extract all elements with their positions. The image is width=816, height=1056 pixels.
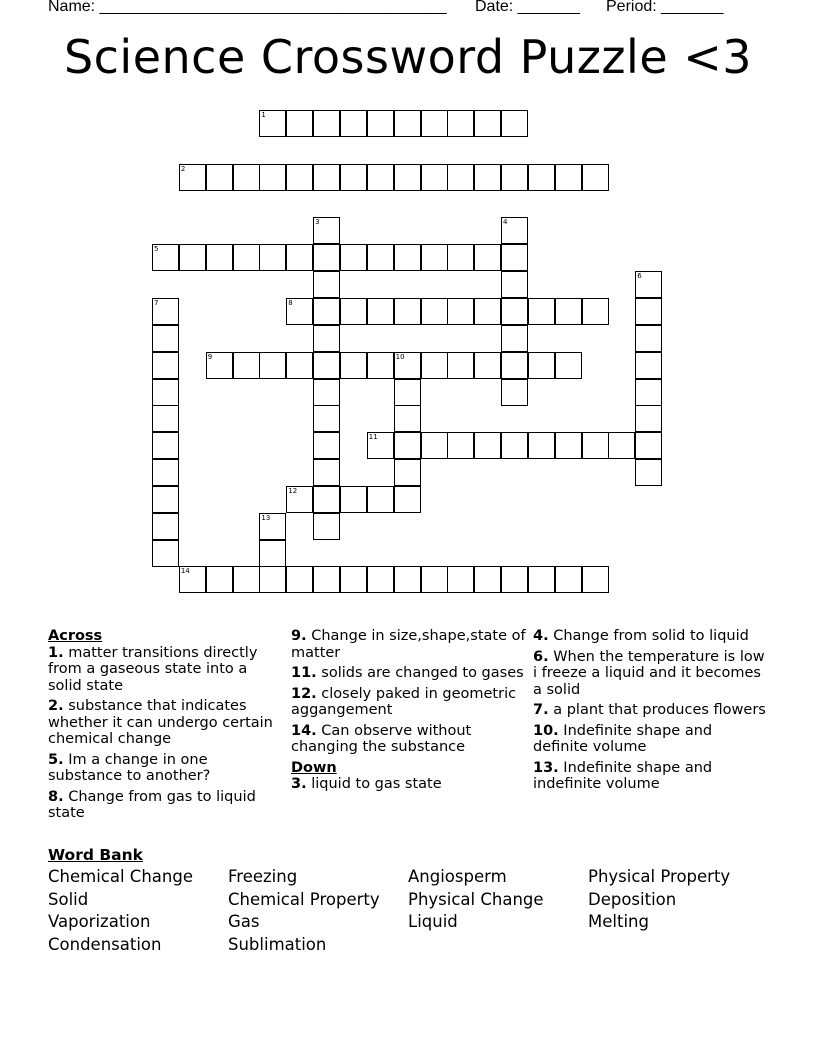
crossword-cell[interactable] [447, 110, 474, 137]
crossword-cell[interactable] [313, 298, 340, 325]
crossword-cell[interactable] [555, 432, 582, 459]
crossword-cell[interactable] [501, 271, 528, 298]
crossword-cell[interactable] [474, 244, 501, 271]
crossword-cell[interactable] [313, 379, 340, 406]
clue-number-label: 8. [48, 788, 64, 805]
crossword-cell[interactable] [528, 298, 555, 325]
crossword-cell[interactable] [206, 566, 233, 593]
clue-number-label: 11. [291, 665, 317, 681]
crossword-cell[interactable] [233, 352, 260, 379]
crossword-cell[interactable] [582, 432, 609, 459]
word-bank-item: Sublimation [228, 935, 327, 954]
clue-text: a plant that produces flowers [553, 702, 766, 718]
crossword-cell[interactable] [635, 405, 662, 432]
clue-number-label: 13. [533, 759, 559, 776]
word-bank-item: Condensation [48, 935, 162, 954]
crossword-cell[interactable] [313, 352, 340, 379]
clue-number-label: 2. [48, 698, 64, 714]
across-clue [291, 723, 526, 756]
crossword-cell[interactable] [259, 540, 286, 567]
word-bank-item: Gas [228, 912, 260, 931]
clue-number: 7 [154, 298, 159, 307]
crossword-cell[interactable] [635, 432, 662, 459]
clue-number-label: 5. [48, 751, 64, 768]
clue-number: 1 [261, 111, 266, 119]
clues-column-1 [48, 628, 283, 826]
name-field[interactable]: Name: _______________________________________ [48, 0, 447, 15]
across-clue [48, 789, 283, 822]
clue-text: solids are changed to gases [321, 665, 524, 681]
date-field[interactable]: Date: _______ [475, 0, 580, 15]
word-bank-item: Physical Change [408, 890, 544, 909]
crossword-cell[interactable] [206, 164, 233, 191]
crossword-cell[interactable] [447, 298, 474, 325]
crossword-cell[interactable] [394, 352, 421, 379]
clue-text: substance that indicates whether it can undergo certain chemical change [48, 698, 273, 747]
down-clue [291, 776, 526, 793]
crossword-cell[interactable] [233, 164, 260, 191]
crossword-cell[interactable] [394, 566, 421, 593]
crossword-cell[interactable] [179, 566, 206, 593]
crossword-cell[interactable] [582, 566, 609, 593]
crossword-cell[interactable] [394, 432, 421, 459]
clue-text: Can observe without changing the substance [291, 722, 472, 755]
crossword-cell[interactable] [313, 244, 340, 271]
period-field[interactable]: Period: _______ [606, 0, 724, 15]
clue-number: 2 [180, 164, 186, 173]
down-clue [533, 702, 768, 719]
across-clue [48, 752, 283, 785]
crossword-cell[interactable] [367, 244, 394, 271]
crossword-cell[interactable] [286, 244, 313, 271]
clue-number: 8 [288, 298, 293, 307]
crossword-cell[interactable] [635, 352, 662, 379]
clue-text: Indefinite shape and indefinite volume [533, 759, 713, 792]
crossword-cell[interactable] [608, 432, 635, 459]
crossword-cell[interactable] [555, 352, 582, 379]
word-bank-item: Chemical Property [228, 890, 380, 909]
word-bank-title: Word Bank [48, 846, 143, 864]
crossword-cell[interactable] [474, 164, 501, 191]
crossword-cell[interactable] [421, 244, 448, 271]
crossword-cell[interactable] [394, 486, 421, 513]
crossword-cell[interactable] [206, 244, 233, 271]
crossword-cell[interactable] [421, 352, 448, 379]
crossword-cell[interactable] [421, 432, 448, 459]
crossword-cell[interactable] [501, 325, 528, 352]
crossword-cell[interactable] [152, 405, 179, 432]
crossword-cell[interactable] [501, 298, 528, 325]
crossword-cell[interactable] [259, 513, 286, 540]
crossword-cell[interactable] [152, 298, 179, 325]
crossword-cell[interactable] [152, 459, 179, 486]
clue-number-label: 1. [48, 644, 64, 661]
crossword-cell[interactable] [340, 298, 367, 325]
clue-number: 4 [503, 218, 508, 227]
crossword-cell[interactable] [635, 459, 662, 486]
crossword-cell[interactable] [447, 566, 474, 593]
crossword-cell[interactable] [313, 164, 340, 191]
crossword-cell[interactable] [152, 540, 179, 567]
crossword-cell[interactable] [313, 486, 340, 513]
crossword-cell[interactable] [501, 164, 528, 191]
crossword-cell[interactable] [635, 325, 662, 352]
crossword-cell[interactable] [501, 566, 528, 593]
clue-number: 14 [180, 567, 190, 576]
across-clue [48, 645, 283, 695]
crossword-cell[interactable] [635, 271, 662, 298]
crossword-cell[interactable] [152, 513, 179, 540]
clue-text: matter transitions directly from a gaseous state into a solid state [48, 644, 258, 694]
crossword-cell[interactable] [528, 566, 555, 593]
clue-number-label: 10. [533, 722, 559, 739]
crossword-cell[interactable] [179, 244, 206, 271]
crossword-cell[interactable] [313, 217, 340, 244]
crossword-cell[interactable] [528, 432, 555, 459]
crossword-cell[interactable] [152, 379, 179, 406]
down-clue [533, 723, 768, 756]
crossword-cell[interactable] [474, 352, 501, 379]
crossword-cell[interactable] [313, 432, 340, 459]
page-title: Science Crossword Puzzle <3 [63, 30, 753, 84]
crossword-cell[interactable] [286, 110, 313, 137]
across-clue [291, 628, 526, 661]
clue-text: Change from gas to liquid state [48, 788, 256, 821]
across-heading: Across [48, 628, 103, 644]
clue-number: 13 [261, 513, 271, 522]
crossword-cell[interactable] [447, 432, 474, 459]
clue-number-label: 12. [291, 685, 317, 702]
across-clue [291, 686, 526, 719]
crossword-cell[interactable] [286, 164, 313, 191]
crossword-cell[interactable] [367, 110, 394, 137]
crossword-cell[interactable] [394, 298, 421, 325]
crossword-cell[interactable] [340, 486, 367, 513]
across-clue [291, 665, 526, 682]
word-bank-item: Solid [48, 890, 89, 909]
clue-number-label: 7. [533, 702, 549, 718]
word-bank-item: Freezing [228, 867, 298, 886]
crossword-cell[interactable] [313, 271, 340, 298]
crossword-cell[interactable] [555, 298, 582, 325]
crossword-cell[interactable] [447, 164, 474, 191]
word-bank-item: Physical Property [588, 867, 731, 886]
clue-number-label: 6. [533, 648, 549, 665]
crossword-cell[interactable] [528, 164, 555, 191]
crossword-cell[interactable] [394, 459, 421, 486]
word-bank-item: Vaporization [48, 912, 151, 931]
clues-column-3 [533, 628, 768, 797]
crossword-cell[interactable] [474, 298, 501, 325]
clue-number: 10 [395, 352, 405, 361]
crossword-cell[interactable] [313, 513, 340, 540]
clue-number: 6 [637, 272, 642, 281]
crossword-cell[interactable] [313, 405, 340, 432]
word-bank-item: Melting [588, 912, 649, 931]
crossword-cell[interactable] [367, 298, 394, 325]
crossword-cell[interactable] [421, 164, 448, 191]
down-heading: Down [291, 759, 337, 776]
crossword-cell[interactable] [152, 244, 179, 271]
crossword-cell[interactable] [501, 432, 528, 459]
crossword-cell[interactable] [313, 459, 340, 486]
crossword-cell[interactable] [286, 298, 313, 325]
crossword-cell[interactable] [555, 566, 582, 593]
down-clue [533, 760, 768, 793]
crossword-cell[interactable] [501, 352, 528, 379]
clue-number-label: 4. [533, 628, 549, 644]
crossword-cell[interactable] [501, 244, 528, 271]
crossword-cell[interactable] [286, 566, 313, 593]
crossword-cell[interactable] [259, 566, 286, 593]
crossword-cell[interactable] [474, 110, 501, 137]
crossword-cell[interactable] [340, 164, 367, 191]
crossword-cell[interactable] [233, 244, 260, 271]
down-clue [533, 628, 768, 645]
clue-number-label: 14. [291, 722, 317, 739]
crossword-cell[interactable] [367, 352, 394, 379]
crossword-cell[interactable] [635, 298, 662, 325]
down-clue [533, 649, 768, 699]
crossword-cell[interactable] [367, 432, 394, 459]
word-bank-item: Deposition [588, 890, 677, 909]
crossword-cell[interactable] [394, 405, 421, 432]
crossword-cell[interactable] [447, 244, 474, 271]
clue-number-label: 3. [291, 776, 307, 792]
clue-text: When the temperature is low i freeze a liquid and it becomes a solid [533, 648, 765, 698]
clue-text: Change from solid to liquid [553, 628, 749, 644]
crossword-cell[interactable] [286, 486, 313, 513]
clue-number-label: 9. [291, 628, 307, 644]
clue-text: closely paked in geometric aggangement [291, 685, 517, 718]
crossword-cell[interactable] [555, 164, 582, 191]
crossword-cell[interactable] [233, 566, 260, 593]
crossword-cell[interactable] [286, 352, 313, 379]
clue-number: 12 [288, 486, 298, 495]
crossword-cell[interactable] [206, 352, 233, 379]
crossword-cell[interactable] [394, 164, 421, 191]
crossword-cell[interactable] [367, 164, 394, 191]
crossword-cell[interactable] [340, 244, 367, 271]
crossword-cell[interactable] [340, 566, 367, 593]
crossword-cell[interactable] [259, 110, 286, 137]
crossword-cell[interactable] [152, 352, 179, 379]
crossword-cell[interactable] [394, 110, 421, 137]
crossword-cell[interactable] [501, 217, 528, 244]
crossword-cell[interactable] [313, 325, 340, 352]
crossword-cell[interactable] [340, 110, 367, 137]
crossword-cell[interactable] [259, 352, 286, 379]
crossword-cell[interactable] [501, 110, 528, 137]
crossword-cell[interactable] [152, 325, 179, 352]
crossword-cell[interactable] [394, 379, 421, 406]
clue-text: Indefinite shape and definite volume [533, 722, 713, 755]
crossword-cell[interactable] [313, 110, 340, 137]
clues-column-2 [291, 628, 526, 797]
crossword-cell[interactable] [582, 164, 609, 191]
clue-text: liquid to gas state [311, 776, 442, 792]
crossword-cell[interactable] [582, 298, 609, 325]
crossword-cell[interactable] [635, 379, 662, 406]
word-bank-item: Chemical Change [48, 867, 193, 886]
crossword-cell[interactable] [447, 352, 474, 379]
across-clue [48, 698, 283, 748]
crossword-cell[interactable] [313, 566, 340, 593]
crossword-cell[interactable] [259, 244, 286, 271]
crossword-cell[interactable] [528, 352, 555, 379]
crossword-cell[interactable] [421, 298, 448, 325]
word-bank-item: Liquid [408, 912, 458, 931]
crossword-cell[interactable] [501, 379, 528, 406]
crossword-cell[interactable] [394, 244, 421, 271]
clue-number: 11 [368, 433, 378, 442]
crossword-cell[interactable] [421, 566, 448, 593]
clue-number: 3 [315, 218, 320, 227]
clue-text: Change in size,shape,state of matter [291, 628, 526, 661]
crossword-cell[interactable] [474, 432, 501, 459]
clue-text: Im a change in one substance to another? [48, 751, 211, 784]
crossword-cell[interactable] [367, 566, 394, 593]
crossword-cell[interactable] [340, 352, 367, 379]
crossword-cell[interactable] [152, 486, 179, 513]
crossword-cell[interactable] [152, 432, 179, 459]
word-bank-item: Angiosperm [408, 867, 507, 886]
clue-number: 9 [207, 352, 213, 361]
crossword-cell[interactable] [259, 164, 286, 191]
crossword-cell[interactable] [367, 486, 394, 513]
clue-number: 5 [154, 245, 159, 254]
crossword-cell[interactable] [421, 110, 448, 137]
crossword-cell[interactable] [474, 566, 501, 593]
crossword-cell[interactable] [179, 164, 206, 191]
